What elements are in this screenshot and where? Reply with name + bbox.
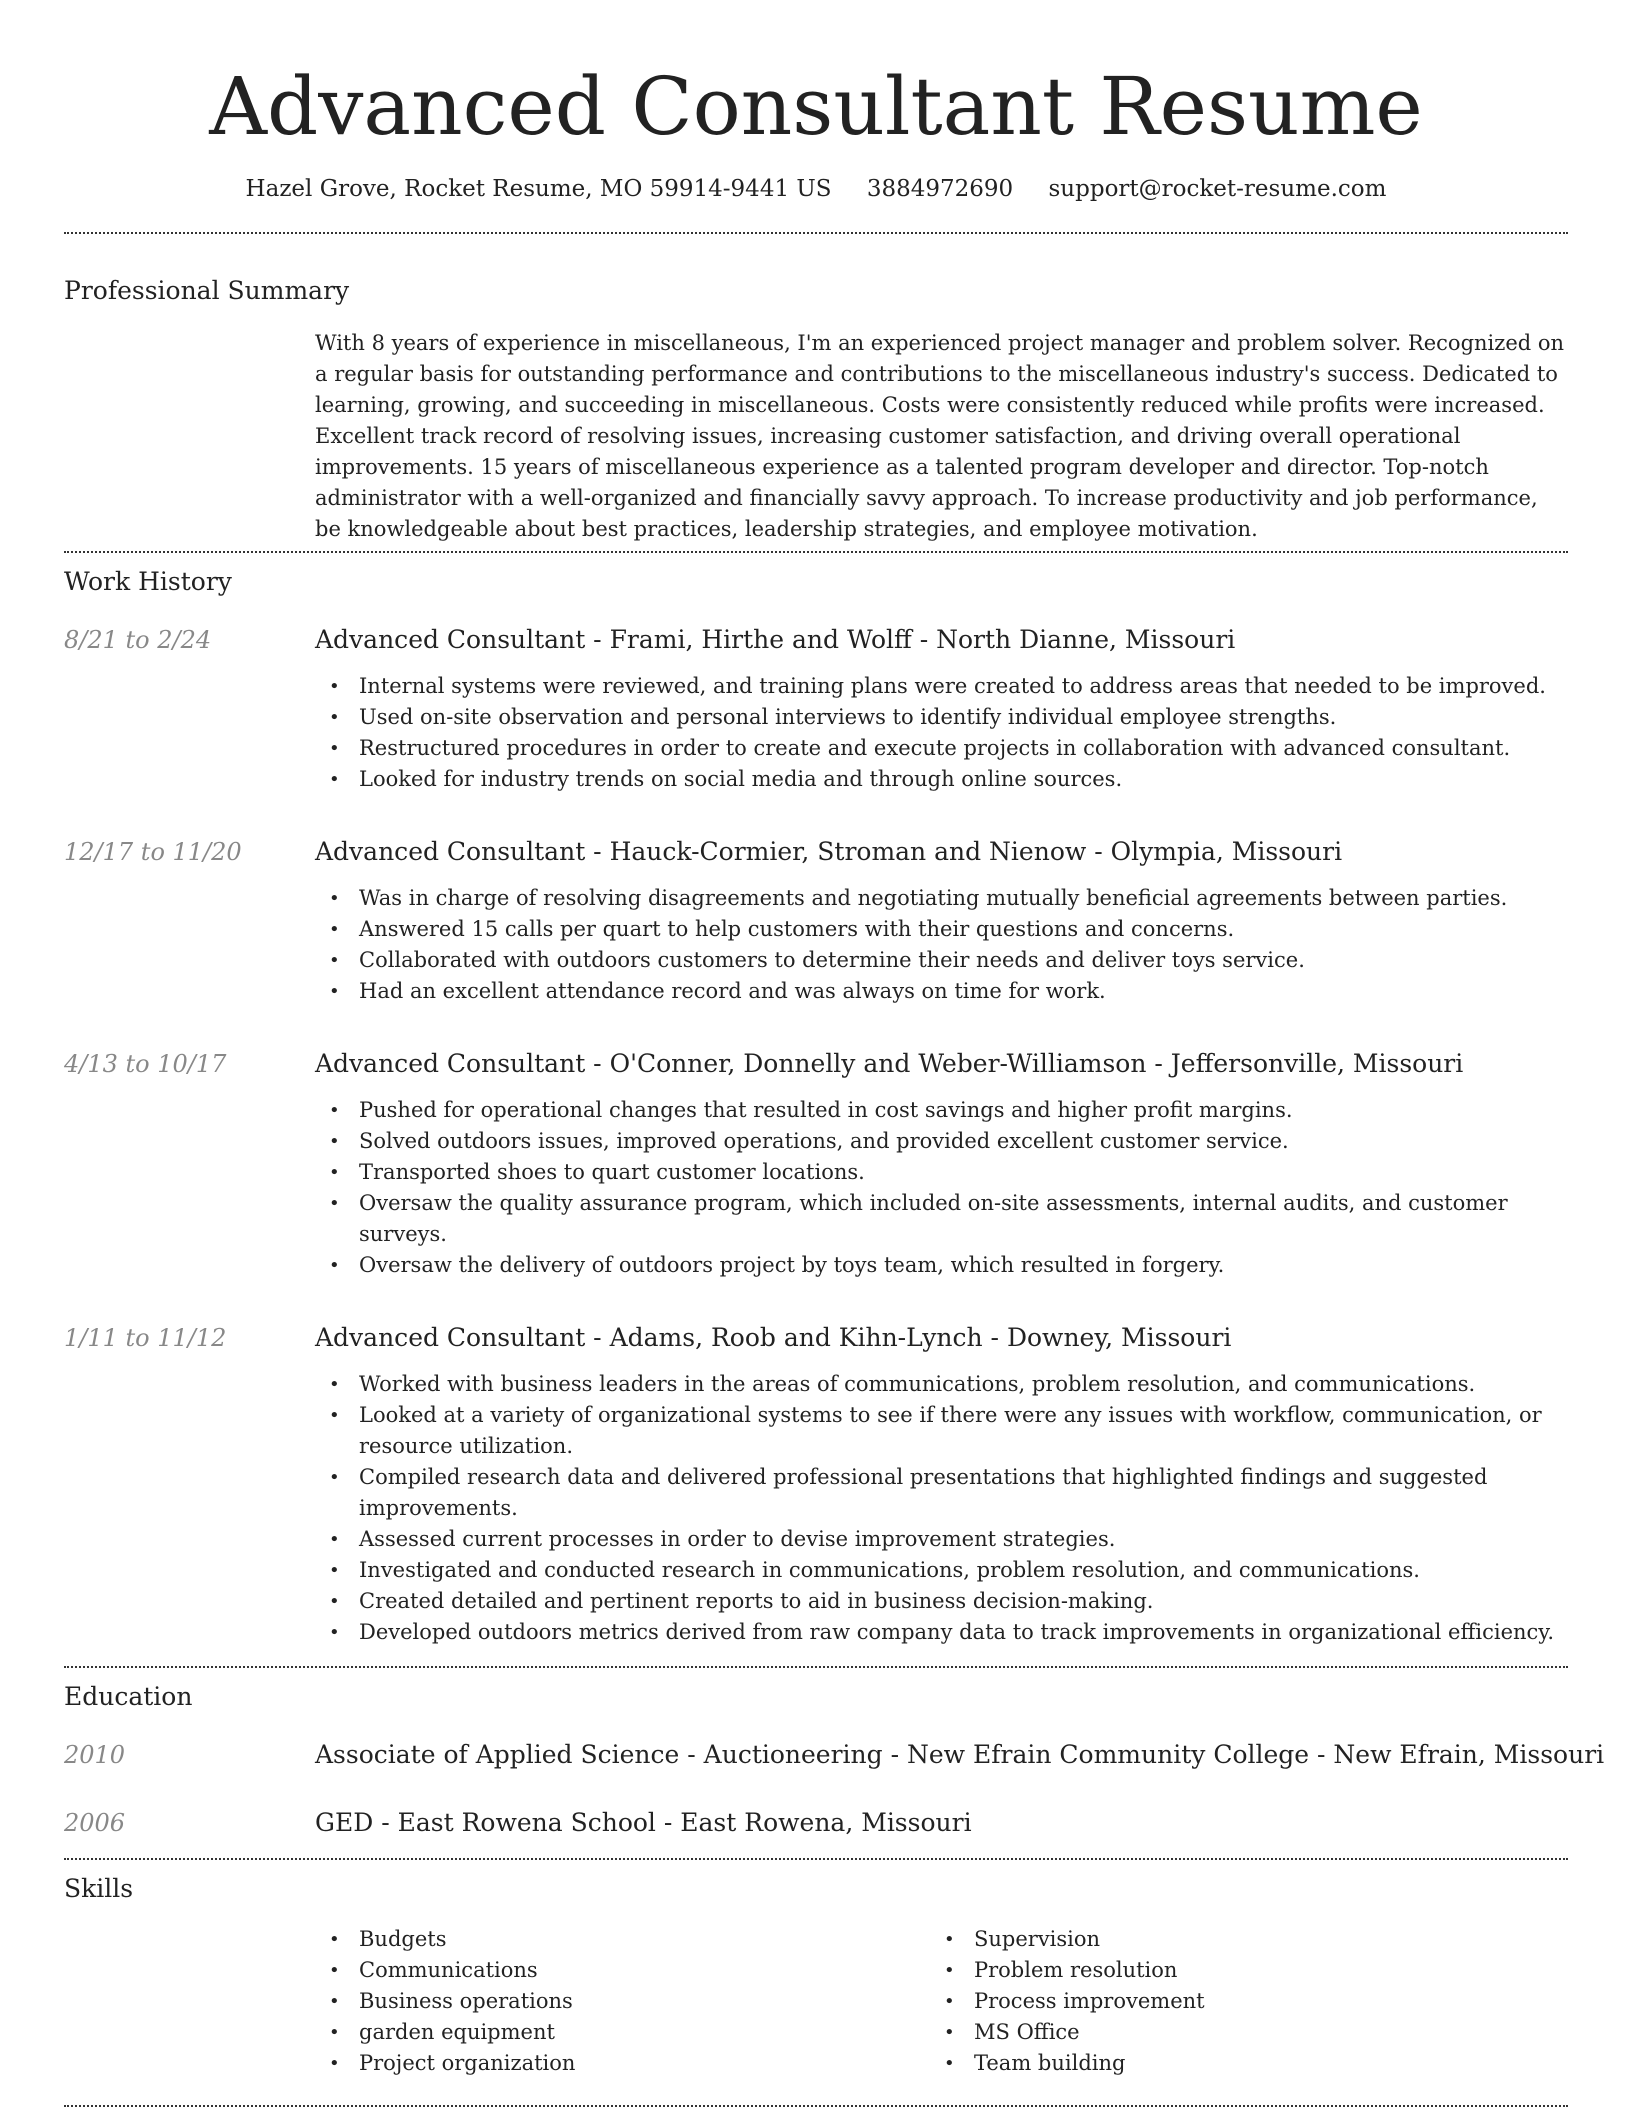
skills-list — [315, 1924, 1568, 2079]
summary-text: With 8 years of experience in miscellaneous, I'm an experienced project manager and problem solver. Recognized on a regular basis for outstanding performance and contributions to the miscellaneous industry's success. Dedicated to learning, growing, and succeeding in miscellaneous. Costs were consistently reduced while profits were increased. Excellent track record of resolving issues, increasing customer satisfaction, and driving overall operational improvements. 15 years of miscellaneous experience as a talented program developer and director. Top-notch administrator with a well-organized and financially savvy approach. To increase productivity and job performance, be knowledgeable about best practices, leadership strategies, and employee motivation. — [315, 331, 1565, 541]
resume-page — [64, 0, 1605, 2107]
job-bullets — [315, 1369, 1568, 1648]
education-title: GED - East Rowena School - East Rowena, Missouri — [315, 1808, 972, 1837]
skill-item: • Supervision — [930, 1924, 1545, 1955]
list-item: • Developed outdoors metrics derived from raw company data to track improvements in organizational efficiency. — [315, 1617, 1568, 1648]
contact-phone: 3884972690 — [866, 176, 1014, 202]
list-item: • Oversaw the delivery of outdoors project by toys team, which resulted in forgery. — [315, 1250, 1568, 1281]
education-heading: Education — [64, 1682, 193, 1711]
resume-title: Advanced Consultant Resume — [209, 60, 1423, 153]
job-entry — [64, 1047, 1568, 1281]
skill-item: • Project organization — [315, 2048, 930, 2079]
list-item: • Compiled research data and delivered professional presentations that highlighted findings and suggested improvements. — [315, 1462, 1568, 1524]
skill-item: • Process improvement — [930, 1986, 1545, 2017]
list-item: • Worked with business leaders in the areas of communications, problem resolution, and communications. — [315, 1369, 1568, 1400]
education-year: 2006 — [64, 1809, 126, 1837]
list-item: • Used on-site observation and personal interviews to identify individual employee strengths. — [315, 702, 1568, 733]
job-entry — [64, 835, 1568, 1007]
skill-item: • garden equipment — [315, 2017, 930, 2048]
job-title: Advanced Consultant - Adams, Roob and Kihn-Lynch - Downey, Missouri — [315, 1323, 1232, 1352]
work-history-heading: Work History — [64, 567, 232, 596]
list-item: • Pushed for operational changes that resulted in cost savings and higher profit margins. — [315, 1095, 1568, 1126]
job-dates: 12/17 to 11/20 — [64, 838, 242, 866]
skill-item: • Problem resolution — [930, 1955, 1545, 1986]
list-item: • Assessed current processes in order to devise improvement strategies. — [315, 1524, 1568, 1555]
job-title: Advanced Consultant - Hauck-Cormier, Stroman and Nienow - Olympia, Missouri — [315, 837, 1343, 866]
contact-address: Hazel Grove, Rocket Resume, MO 59914-9441 US — [245, 176, 832, 202]
job-entry — [64, 623, 1568, 795]
job-dates: 8/21 to 2/24 — [64, 626, 212, 654]
divider — [64, 1666, 1568, 1668]
list-item: • Looked at a variety of organizational systems to see if there were any issues with workflow, communication, or resource utilization. — [315, 1400, 1568, 1462]
skills-column-left — [315, 1924, 930, 2079]
list-item: • Solved outdoors issues, improved operations, and provided excellent customer service. — [315, 1126, 1568, 1157]
job-dates: 4/13 to 10/17 — [64, 1050, 227, 1078]
list-item: • Created detailed and pertinent reports to aid in business decision-making. — [315, 1586, 1568, 1617]
list-item: • Had an excellent attendance record and was always on time for work. — [315, 976, 1568, 1007]
education-entry — [64, 1738, 1605, 1772]
skill-item: • Communications — [315, 1955, 930, 1986]
job-title: Advanced Consultant - Frami, Hirthe and Wolff - North Dianne, Missouri — [315, 625, 1236, 654]
job-dates: 1/11 to 11/12 — [64, 1324, 227, 1352]
divider — [64, 2105, 1568, 2107]
list-item: • Transported shoes to quart customer locations. — [315, 1157, 1568, 1188]
skill-item: • Team building — [930, 2048, 1545, 2079]
list-item: • Investigated and conducted research in communications, problem resolution, and communications. — [315, 1555, 1568, 1586]
divider — [64, 1858, 1568, 1860]
list-item: • Answered 15 calls per quart to help customers with their questions and concerns. — [315, 914, 1568, 945]
skill-item: • MS Office — [930, 2017, 1545, 2048]
skills-column-right — [930, 1924, 1545, 2079]
job-bullets — [315, 671, 1568, 795]
job-entry — [64, 1321, 1568, 1648]
divider — [64, 232, 1568, 234]
job-title: Advanced Consultant - O'Conner, Donnelly and Weber-Williamson - Jeffersonville, Missouri — [315, 1049, 1464, 1078]
contact-line — [64, 172, 1568, 206]
education-title: Associate of Applied Science - Auctioneering - New Efrain Community College - New Efrain, Missouri — [315, 1740, 1605, 1769]
skill-item: • Business operations — [315, 1986, 930, 2017]
list-item: • Was in charge of resolving disagreements and negotiating mutually beneficial agreements between parties. — [315, 883, 1568, 914]
summary-heading: Professional Summary — [64, 276, 350, 305]
contact-email: support@rocket-resume.com — [1048, 176, 1387, 202]
skills-heading: Skills — [64, 1874, 134, 1903]
education-entry — [64, 1806, 1568, 1840]
list-item: • Oversaw the quality assurance program, which included on-site assessments, internal audits, and customer surveys. — [315, 1188, 1568, 1250]
list-item: • Internal systems were reviewed, and training plans were created to address areas that needed to be improved. — [315, 671, 1568, 702]
job-bullets — [315, 1095, 1568, 1281]
list-item: • Looked for industry trends on social media and through online sources. — [315, 764, 1568, 795]
divider — [64, 551, 1568, 553]
list-item: • Collaborated with outdoors customers to determine their needs and deliver toys service. — [315, 945, 1568, 976]
education-year: 2010 — [64, 1741, 126, 1769]
list-item: • Restructured procedures in order to create and execute projects in collaboration with advanced consultant. — [315, 733, 1568, 764]
skill-item: • Budgets — [315, 1924, 930, 1955]
job-bullets — [315, 883, 1568, 1007]
